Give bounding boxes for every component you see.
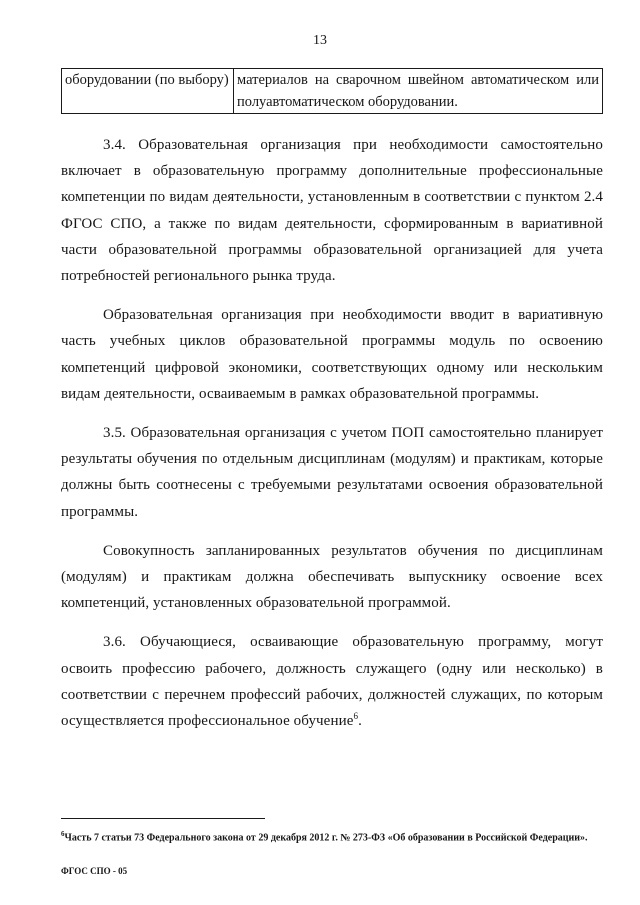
- document-body: [61, 132, 603, 747]
- footnote-marker: 6: [61, 830, 65, 838]
- continuation-table: [61, 68, 603, 114]
- table-cell-materials: материалов на сварочном швейном автоматическом или полуавтоматическом оборудовании.: [234, 69, 603, 114]
- table-cell-equipment: оборудовании (по выбору): [62, 69, 234, 114]
- paragraph-digital-economy: Образовательная организация при необходимости вводит в вариативную часть учебных циклов образовательной программы модуль по освоению компетенций цифровой экономики, соответствующих одному или нескольким видам деятельности, осваиваемым в рамках образовательной программы.: [61, 307, 603, 402]
- footnote-reference: 6: [353, 711, 359, 722]
- paragraph-planned-results: Совокупность запланированных результатов обучения по дисциплинам (модулям) и практикам должна обеспечивать выпускнику освоение всех компетенций, установленных образовательной программой.: [61, 542, 603, 612]
- document-code: ФГОС СПО - 05: [61, 866, 128, 876]
- footnote: [61, 830, 621, 843]
- paragraph-3-6-text: 3.6. Обучающиеся, осваивающие образовательную программу, могут освоить профессию рабочего, должность служащего (одну или несколько) в соответствии с перечнем профессий рабочих, должностей служащих, по которым осуществляется профессиональное обучение: [61, 634, 603, 730]
- page-number: 13: [313, 33, 327, 48]
- paragraph-3-4: 3.4. Образовательная организация при необходимости самостоятельно включает в образовательную программу дополнительные профессиональные компетенции по видам деятельности, установленным в соответствии с пунктом 2.4 ФГОС СПО, а также по видам деятельности, сформированным в вариативной части образовательной программы образовательной организацией для учета потребностей регионального рынка труда.: [61, 137, 603, 285]
- paragraph-3-6: 3.6. Обучающиеся, осваивающие образовательную программу, могут освоить профессию рабочего, должность служащего (одну или несколько) в соответствии с перечнем профессий рабочих, должностей служащих, по которым осуществляется профессиональное обучение$^6$.: [61, 634, 603, 730]
- footnote-text: Часть 7 статьи 73 Федерального закона от 29 декабря 2012 г. № 273-ФЗ «Об образовании в Российской Федерации».: [64, 832, 588, 844]
- paragraph-3-5: 3.5. Образовательная организация с учетом ПОП самостоятельно планирует результаты обучения по отдельным дисциплинам (модулям) и практикам, которые должны быть соотнесены с требуемыми результатами освоения образовательной программы.: [61, 425, 603, 520]
- table-row: [62, 69, 603, 114]
- footnote-separator: [61, 818, 265, 819]
